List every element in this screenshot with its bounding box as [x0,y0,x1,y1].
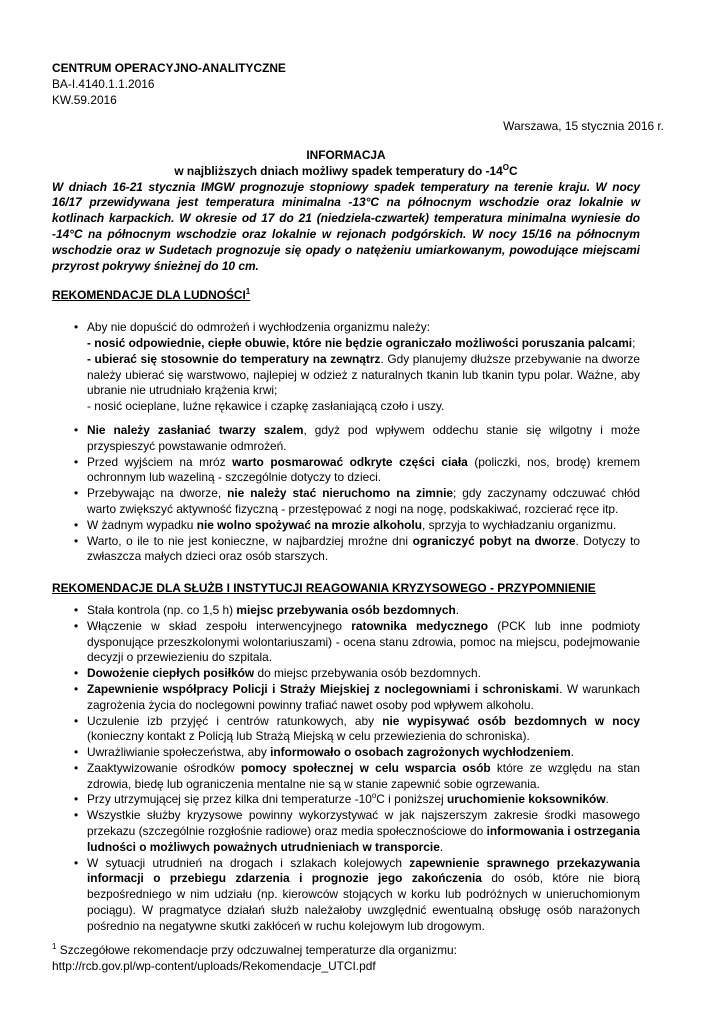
list-item: • W sytuacji utrudnień na drogach i szlakach kolejowych zapewnienie sprawnego przekazywania informacji o przebiegu zdarzenia i prognozie jego zakończenia do osób, które nie biorą bezpośredniego w nim udziału (np. kierowców stojących w korku lub podróżnych w unieruchomionym pociągu). W pragmatyce działań służb należałoby uwzględnić ewentualną obsługę osób narażonych pośrednio na negatywne skutki zakłóceń w ruchu kolejowym lub drogowym. [74,855,641,933]
population-recommendations-list [52,320,640,565]
list-item: • Wszystkie służby kryzysowe powinny wykorzystywać w jak najszerszym zakresie środki masowego przekazu (szczególnie rozgłośnie radiowe) oraz media społecznościowe do informowania i ostrzegania ludności o możliwych poważnych utrudnieniach w transporcie. [74,808,640,854]
reference-number-2: KW.59.2016 [52,93,117,107]
document-title: INFORMACJA [306,148,386,162]
sub-item: - nosić odpowiednie, ciepłe obuwie, które nie będzie ograniczało możliwości poruszania palcami; [87,335,636,350]
list-item: • Uwrażliwianie społeczeństwa, aby informowało o osobach zagrożonych wychłodzeniem. [74,745,574,760]
list-item: • Przebywając na dworze, nie należy stać nieruchomo na zimnie; gdy zaczynamy odczuwać chłód warto zwiększyć aktywność fizyczną - przestępować z nogi na nogę, podskakiwać, rozcierać ręce itp. [74,486,640,516]
document-subtitle [52,164,640,180]
section-title-population [52,288,640,304]
intro-paragraph: W dniach 16-21 stycznia IMGW prognozuje stopniowy spadek temperatury na terenie kraju. W nocy 16/17 przewidywana jest temperatura minimalna -13°C na północnym wschodzie oraz lokalnie w kotlinach karpackich. W okresie od 17 do 21 (niedziela-czwartek) temperatura minimalna wyniesie do -14°C na północnym wschodzie oraz lokalnie w rejonach podgórskich. W nocy 15/16 na północnym wschodzie oraz w Sudetach prognozuje się opady o natężeniu umiarkowanym, powodujące miejscami przyrost pokrywy śnieżnej do 10 cm. [52,179,640,273]
list-item: • Przy utrzymującej się przez kilka dni temperaturze -10$^o$C i poniższej uruchomienie koksowników. [74,791,609,807]
list-item: • Stała kontrola (np. co 1,5 h) miejsc przebywania osób bezdomnych. [74,602,460,617]
footnote-mark: 1 [52,942,57,952]
subtitle-text: w najbliższych dniach możliwy spadek temperatury do -14 [174,163,503,178]
list-item: • Zapewnienie współpracy Policji i Straży Miejskiej z noclegowniami i schroniskami. W warunkach zagrożenia życia do noclegowni powinny trafiać nawet osoby pod wpływem alkoholu. [74,681,640,712]
footnote-url[interactable]: http://rcb.gov.pl/wp-content/uploads/Rekomendacje_UTCI.pdf [52,959,376,973]
footnote-reference: 1 [245,287,251,297]
list-item: • Nie należy zasłaniać twarzy szalem, gdyż pod wpływem oddechu stanie się wilgotny i może przyspieszyć powstawanie odmrożeń. [74,422,640,453]
sub-item: - nosić ocieplane, luźne rękawice i czapkę zasłaniającą czoło i uszy. [87,399,445,414]
list-item: • Przed wyjściem na mróz warto posmarować odkryte części ciała (policzki, nos, brodę) kremem ochronnym lub wazeliną - szczególnie dotyczy to dzieci. [74,454,640,485]
list-item: • Dowożenie ciepłych posiłków do miejsc przebywania osób bezdomnych. [74,666,481,681]
degree-mark: O [502,162,510,172]
list-item: • W żadnym wypadku nie wolno spożywać na mrozie alkoholu, sprzyja to wychładzaniu organizmu. [74,517,617,532]
sub-item: - ubierać się stosownie do temperatury na zewnątrz. Gdy planujemy dłuższe przebywanie na dworze należy ubierać się warstwowo, najlepiej w odzież z naturalnych tkanin lub tkanin typu polar. Ważne, aby ubranie nie utrudniało krążenia krwi; [87,351,640,398]
footnote-text: $^1$ Szczegółowe rekomendacje przy odczuwalnej temperaturze dla organizmu: [52,942,457,957]
subtitle-unit: C [509,163,518,178]
section-title-text: REKOMENDACJE DLA LUDNOŚCI [52,288,246,303]
list-item: • Aby nie dopuścić do odmrożeń i wychłodzenia organizmu należy: - nosić odpowiednie, ciepłe obuwie, które nie będzie ograniczało możliwości poruszania palcami; - ubierać się stosownie do temperatury na zewnątrz. Gdy planujemy dłuższe przebywanie na dworze należy ubierać się warstwowo, najlepiej w odzież z naturalnych tkanin lub tkanin typu polar. Ważne, aby ubranie nie utrudniało krążenia krwi; - nosić ocieplane, luźne rękawice i czapkę zasłaniającą czoło i uszy. [74,320,640,414]
reference-number-1: BA-I.4140.1.1.2016 [52,77,155,91]
services-recommendations-list [52,603,640,935]
footnote [52,942,652,974]
list-item: • Włączenie w skład zespołu interwencyjnego ratownika medycznego (PCK lub inne podmioty dysponujące przeszkolonymi wolontariuszami) - ocena stanu zdrowia, pomoc na miejscu, podejmowanie decyzji o przewiezieniu do szpitala. [74,618,640,665]
list-item: • Zaaktywizowanie ośrodków pomocy społecznej w celu wsparcia osób które ze względu na stan zdrowia, biedę lub ograniczenia mentalne nie są w stanie zapewnić sobie ogrzewania. [74,760,640,791]
document-date: Warszawa, 15 stycznia 2016 r. [503,119,664,133]
org-name: CENTRUM OPERACYJNO-ANALITYCZNE [52,61,286,75]
list-item: • Warto, o ile to nie jest konieczne, w najbardziej mroźne dni ograniczyć pobyt na dworze. Dotyczy to zwłaszcza małych dzieci oraz osób starszych. [74,533,640,564]
document-page [52,60,664,935]
section-title-services: REKOMENDACJE DLA SŁUŻB I INSTYTUCJI REAGOWANIA KRYZYSOWEGO - PRZYPOMNIENIE [52,581,596,596]
list-item: • Uczulenie izb przyjęć i centrów ratunkowych, aby nie wypisywać osób bezdomnych w nocy (konieczny kontakt z Policją lub Strażą Miejską w celu przewiezienia do schroniska). [74,713,640,744]
